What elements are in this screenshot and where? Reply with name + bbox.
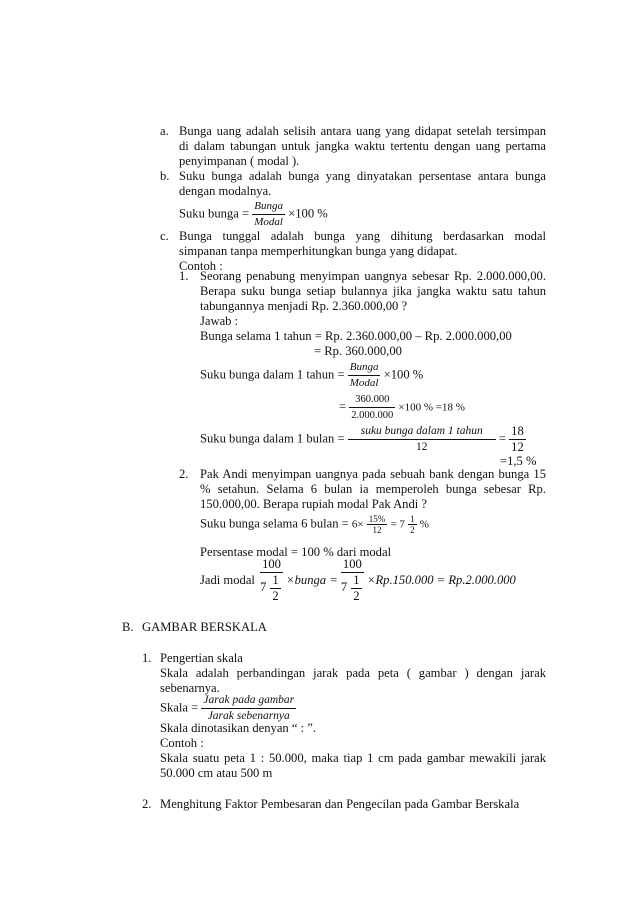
equals-sign: = [339,399,347,414]
fraction [509,424,526,455]
calc-formula [339,392,465,423]
formula-lhs: Skala = [160,700,199,715]
fraction [408,514,417,535]
fraction-numerator: 100 [262,557,281,571]
b1-contoh: Contoh : [160,736,204,750]
b1-label: 1. [142,651,152,665]
formula-part: ×Rp.150.000 = Rp.2.000.000 [366,573,516,587]
mixed-number [260,573,283,604]
formula-part: 6× [351,518,364,531]
formula-lhs: Suku bunga = [179,206,250,221]
mixed-whole: 7 [260,580,267,594]
example-1-line: tabungannya menjadi Rp. 2.360.000,00 ? [200,299,408,313]
item-c-label: c. [160,229,169,243]
example-1-text [200,269,546,344]
example-2-text [200,467,546,512]
fraction [201,693,296,724]
example-2-line: % setahun. Selama 6 bulan ia memperoleh bunga sebesar Rp. [200,482,546,496]
equals-sign: = [498,431,506,446]
fraction [260,557,283,604]
fraction-denominator: Modal [254,216,283,228]
formula-rhs: ×100 % [383,367,424,382]
formula-rhs: ×100 % [288,206,328,221]
item-b-text [179,169,546,199]
suku-bulan-result: =1,5 % [500,454,537,468]
example-2-line: Pak Andi menyimpan uangnya pada sebuah bank dengan bunga 15 [200,467,546,481]
mixed-whole: 7 [340,580,348,594]
example-1-label: 1. [179,269,189,283]
mixed-denominator: 2 [353,589,360,603]
fraction-denominator: 2.000.000 [351,410,394,421]
example-1-line: Berapa suku bunga setiap bulannya jika jangka waktu satu tahun [200,284,546,298]
fraction [349,392,395,423]
fraction [367,514,388,535]
fraction-numerator: 100 [342,557,362,571]
formula-rhs: ×100 % =18 % [398,401,465,414]
b1-text [160,651,546,696]
formula-lhs: Suku bunga dalam 1 tahun = [200,367,345,382]
item-c-text [179,229,546,274]
fraction-denominator: 2 [410,525,415,535]
bunga-setahun-line: Bunga selama 1 tahun = Rp. 2.360.000,00 – Rp. 2.000.000,00 [200,329,512,343]
item-b-label: b. [160,169,170,183]
b1-title: Pengertian skala [160,651,243,665]
jawab-label: Jawab : [200,314,239,328]
suku-bunga-formula [179,199,328,230]
b2-label: 2. [142,797,152,811]
fraction [348,360,381,391]
example-1-line: Seorang penabung menyimpan uangnya sebesar Rp. 2.000.000,00. [200,269,546,283]
b1-contoh-line: Skala suatu peta 1 : 50.000, maka tiap 1 cm pada gambar mewakili jarak [160,751,546,765]
mixed-numerator: 1 [351,573,362,589]
fraction-numerator: 1 [410,514,415,524]
suku-6-bulan-formula [200,514,429,535]
fraction [348,424,496,455]
item-b-line: dengan modalnya. [179,184,272,198]
suku-tahun-formula [200,360,423,391]
fraction-numerator: suku bunga dalam 1 tahun [348,424,496,440]
fraction-numerator: Bunga [348,360,381,376]
mixed-number [341,573,364,604]
b1-notes [160,721,546,781]
item-c-line: simpanan tanpa memperhitungkan bunga yang didapat. [179,244,458,258]
fraction-denominator: 12 [415,441,428,453]
fraction-numerator: Bunga [252,199,285,215]
fraction-denominator: 12 [511,440,524,454]
bunga-result: = Rp. 360.000,00 [314,344,402,358]
fraction-numerator: Jarak pada gambar [201,693,296,709]
item-a-line: Bunga uang adalah selisih antara uang yang didapat setelah tersimpan [179,124,546,138]
fraction-denominator: 12 [372,525,382,535]
item-a-line: di dalam tabungan untuk jangka waktu tertentu dengan uang pertama [179,139,546,153]
fraction [341,557,364,604]
formula-lhs: Suku bunga dalam 1 bulan = [200,431,345,446]
formula-part: % [419,518,429,531]
skala-notasi: Skala dinotasikan denyan “ : ”. [160,721,316,735]
mixed-denominator: 2 [272,589,279,603]
fraction-numerator: 18 [511,424,524,438]
suku-bulan-formula [200,424,526,455]
mixed-numerator: 1 [270,573,281,589]
item-a-label: a. [160,124,169,138]
example-2-line: 150.000,00. Berapa rupiah modal Pak Andi ? [200,497,427,511]
item-a-line: penyimpanan ( modal ). [179,154,300,168]
section-b-title: GAMBAR BERSKALA [142,620,267,634]
fraction [252,199,285,230]
formula-lhs: Suku bunga selama 6 bulan = [200,516,349,531]
item-c-line: Bunga tunggal adalah bunga yang dihitung berdasarkan modal [179,229,546,243]
item-b-line: Suku bunga adalah bunga yang dinyatakan persentase antara bunga [179,169,546,183]
fraction-numerator: 360.000 [349,392,395,408]
b1-line: sebenarnya. [160,681,220,695]
section-b-label: B. [122,620,134,634]
fraction-denominator: Jarak sebenarnya [207,710,290,722]
b1-contoh-line: 50.000 cm atau 500 m [160,766,273,780]
jadi-modal-formula [200,557,516,604]
formula-part: ×bunga = [286,573,338,587]
persentase-modal: Persentase modal = 100 % dari modal [200,545,392,559]
item-a-text [179,124,546,169]
example-2-label: 2. [179,467,189,481]
fraction-numerator: 15% [368,514,386,524]
b1-line: Skala adalah perbandingan jarak pada peta ( gambar ) dengan jarak [160,666,546,680]
fraction-denominator: Modal [349,377,379,389]
formula-lhs: Jadi modal [200,573,255,587]
b2-title: Menghitung Faktor Pembesaran dan Pengecilan pada Gambar Berskala [160,797,520,811]
formula-part: = 7 [390,518,405,531]
item-c-contoh: Contoh : [179,259,223,273]
skala-formula [160,693,296,724]
